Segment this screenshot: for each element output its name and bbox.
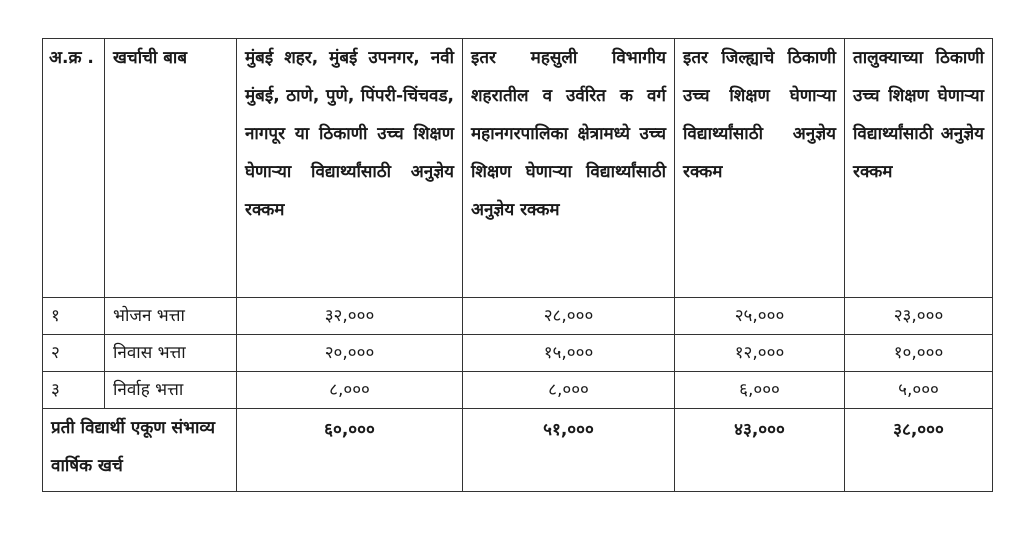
row-divisional-amount: ८,००० <box>463 372 675 409</box>
row-divisional-amount: २८,००० <box>463 298 675 335</box>
row-taluka-amount: १०,००० <box>845 335 993 372</box>
header-district-amount: इतर जिल्ह्याचे ठिकाणी उच्च शिक्षण घेणाऱ्या विद्यार्थ्यांसाठी अनुज्ञेय रक्कम <box>675 39 845 298</box>
table-row <box>43 298 993 335</box>
row-metro-amount: ८,००० <box>237 372 463 409</box>
table-row <box>43 335 993 372</box>
row-taluka-amount: २३,००० <box>845 298 993 335</box>
row-district-amount: ६,००० <box>675 372 845 409</box>
table-header-row <box>43 39 993 298</box>
row-expense-item: भोजन भत्ता <box>105 298 237 335</box>
table-row <box>43 372 993 409</box>
total-row <box>43 409 993 492</box>
header-sr-no: अ.क्र . <box>43 39 105 298</box>
row-expense-item: निर्वाह भत्ता <box>105 372 237 409</box>
header-taluka-amount: तालुक्याच्या ठिकाणी उच्च शिक्षण घेणाऱ्या विद्यार्थ्यांसाठी अनुज्ञेय रक्कम <box>845 39 993 298</box>
header-expense-item: खर्चाची बाब <box>105 39 237 298</box>
row-expense-item: निवास भत्ता <box>105 335 237 372</box>
row-sr-no: ३ <box>43 372 105 409</box>
row-metro-amount: २०,००० <box>237 335 463 372</box>
row-district-amount: २५,००० <box>675 298 845 335</box>
total-taluka-amount: ३८,००० <box>845 409 993 492</box>
row-taluka-amount: ५,००० <box>845 372 993 409</box>
total-divisional-amount: ५१,००० <box>463 409 675 492</box>
row-sr-no: १ <box>43 298 105 335</box>
total-label: प्रती विद्यार्थी एकूण संभाव्य वार्षिक खर्च <box>43 409 237 492</box>
header-metro-amount: मुंबई शहर, मुंबई उपनगर, नवी मुंबई, ठाणे, पुणे, पिंपरी-चिंचवड, नागपूर या ठिकाणी उच्च शिक्षण घेणाऱ्या विद्यार्थ्यांसाठी अनुज्ञेय रक्कम <box>237 39 463 298</box>
row-district-amount: १२,००० <box>675 335 845 372</box>
row-divisional-amount: १५,००० <box>463 335 675 372</box>
row-sr-no: २ <box>43 335 105 372</box>
row-metro-amount: ३२,००० <box>237 298 463 335</box>
header-divisional-amount: इतर महसुली विभागीय शहरातील व उर्वरित क वर्ग महानगरपालिका क्षेत्रामध्ये उच्च शिक्षण घेणाऱ्या विद्यार्थ्यांसाठी अनुज्ञेय रक्कम <box>463 39 675 298</box>
allowance-table <box>42 38 993 492</box>
total-metro-amount: ६०,००० <box>237 409 463 492</box>
total-district-amount: ४३,००० <box>675 409 845 492</box>
